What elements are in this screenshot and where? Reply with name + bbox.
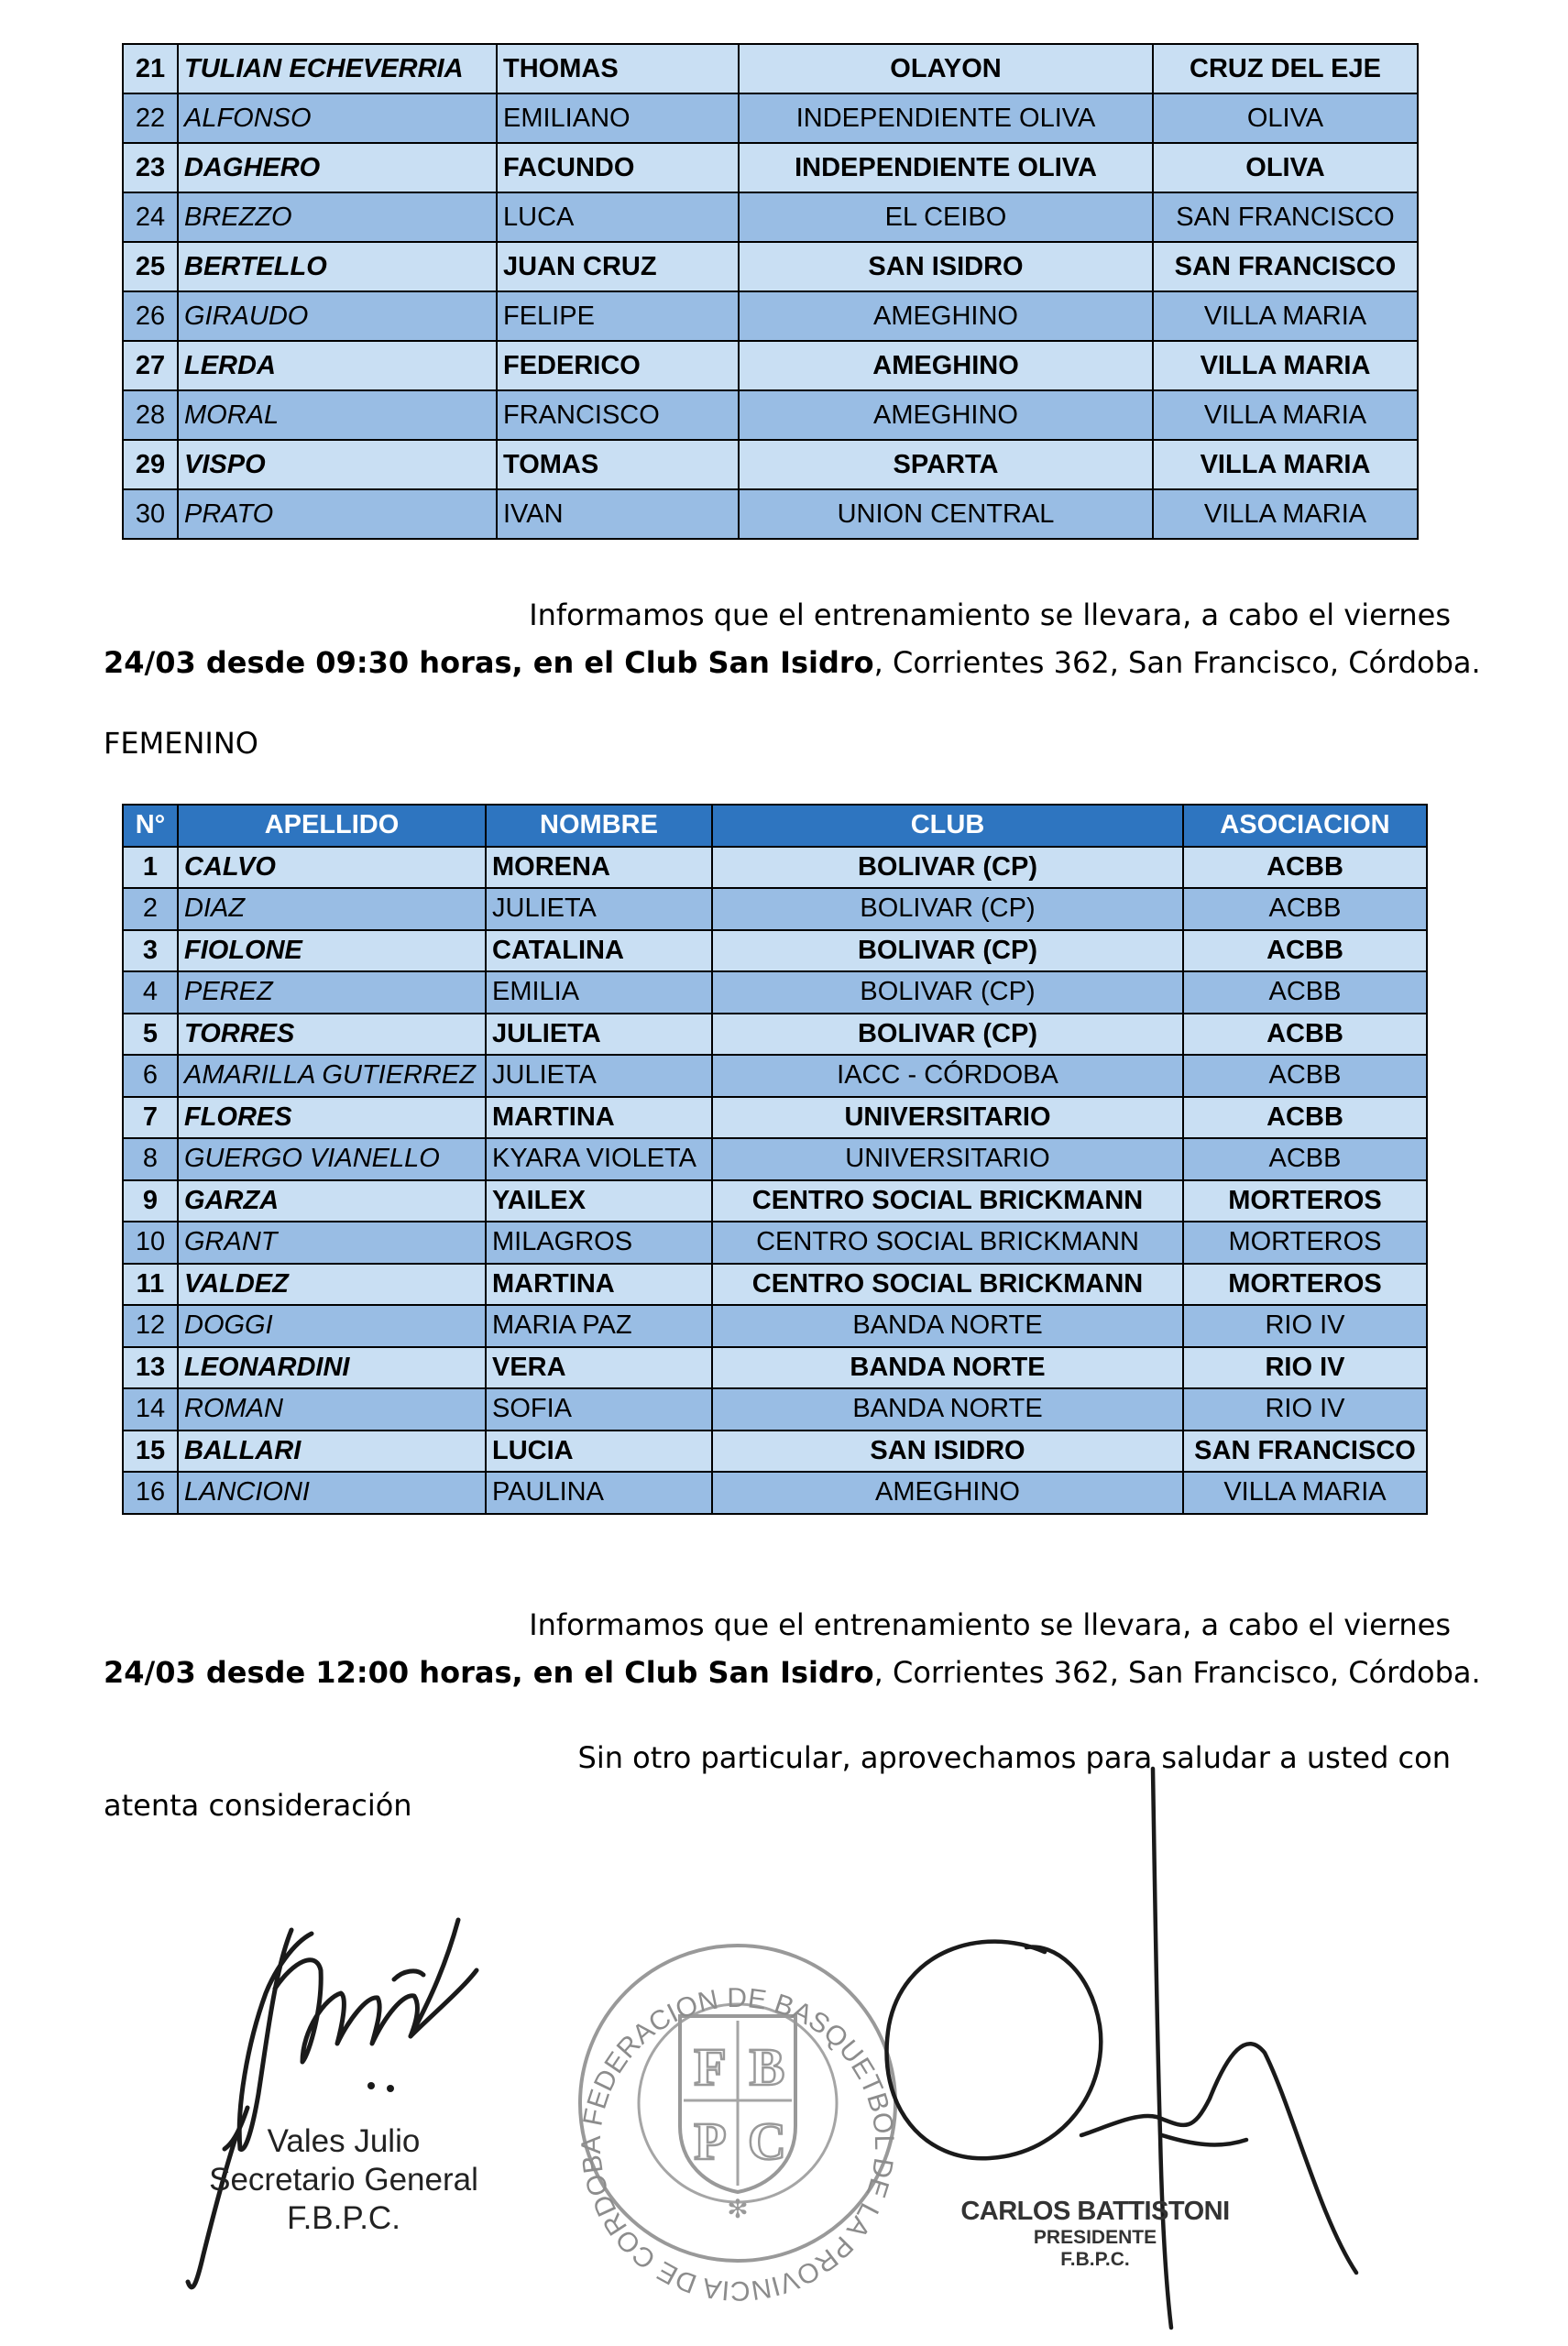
federation-stamp xyxy=(576,1946,899,2306)
cell-nombre: YAILEX xyxy=(486,1180,712,1222)
cell-asociacion: ACBB xyxy=(1183,930,1427,972)
cell-nombre: EMILIANO xyxy=(497,93,739,143)
cell-club: EL CEIBO xyxy=(739,192,1153,242)
cell-number: 6 xyxy=(123,1055,178,1097)
cell-number: 5 xyxy=(123,1014,178,1056)
cell-number: 15 xyxy=(123,1431,178,1473)
signatory-name: CARLOS BATTISTONI xyxy=(960,2197,1230,2226)
notice-address: , Corrientes 362, San Francisco, Córdoba. xyxy=(873,645,1481,680)
cell-asociacion: SAN FRANCISCO xyxy=(1153,242,1418,291)
cell-nombre: LUCIA xyxy=(486,1431,712,1473)
cell-asociacion: VILLA MARIA xyxy=(1183,1472,1427,1514)
cell-number: 3 xyxy=(123,930,178,972)
cell-club: AMEGHINO xyxy=(739,341,1153,390)
cell-asociacion: VILLA MARIA xyxy=(1153,341,1418,390)
signature-dot xyxy=(387,2085,394,2092)
cell-club: IACC - CÓRDOBA xyxy=(712,1055,1183,1097)
cell-apellido: VISPO xyxy=(178,440,497,489)
cell-asociacion: ACBB xyxy=(1183,888,1427,930)
stamp-letter: F xyxy=(694,2037,727,2097)
cell-nombre: LUCA xyxy=(497,192,739,242)
cell-nombre: FACUNDO xyxy=(497,143,739,192)
cell-apellido: LEONARDINI xyxy=(178,1347,486,1389)
cell-nombre: MILAGROS xyxy=(486,1222,712,1264)
cell-apellido: DIAZ xyxy=(178,888,486,930)
cell-apellido: PEREZ xyxy=(178,971,486,1014)
cell-club: SPARTA xyxy=(739,440,1153,489)
cell-club: OLAYON xyxy=(739,44,1153,93)
cell-club: BANDA NORTE xyxy=(712,1347,1183,1389)
signatory-title: Secretario General xyxy=(209,2162,478,2198)
cell-number: 23 xyxy=(123,143,178,192)
cell-number: 24 xyxy=(123,192,178,242)
cell-asociacion: CRUZ DEL EJE xyxy=(1153,44,1418,93)
cell-nombre: EMILIA xyxy=(486,971,712,1014)
header-club: CLUB xyxy=(712,805,1183,847)
cell-asociacion: VILLA MARIA xyxy=(1153,440,1418,489)
cell-asociacion: OLIVA xyxy=(1153,143,1418,192)
signature-right-caption xyxy=(953,2196,1237,2271)
cell-nombre: JULIETA xyxy=(486,888,712,930)
cell-asociacion: MORTEROS xyxy=(1183,1264,1427,1306)
header-apellido: APELLIDO xyxy=(178,805,486,847)
cell-apellido: TULIAN ECHEVERRIA xyxy=(178,44,497,93)
cell-asociacion: RIO IV xyxy=(1183,1347,1427,1389)
cell-club: CENTRO SOCIAL BRICKMANN xyxy=(712,1264,1183,1306)
cell-asociacion: MORTEROS xyxy=(1183,1222,1427,1264)
cell-club: BOLIVAR (CP) xyxy=(712,847,1183,889)
cell-club: UNIVERSITARIO xyxy=(712,1097,1183,1139)
cell-apellido: FIOLONE xyxy=(178,930,486,972)
cell-asociacion: SAN FRANCISCO xyxy=(1183,1431,1427,1473)
header-number: N° xyxy=(123,805,178,847)
stamp-letter: C xyxy=(748,2111,786,2171)
cell-asociacion: SAN FRANCISCO xyxy=(1153,192,1418,242)
cell-number: 10 xyxy=(123,1222,178,1264)
cell-asociacion: ACBB xyxy=(1183,1138,1427,1180)
section-label-femenino: FEMENINO xyxy=(104,726,258,761)
cell-apellido: GUERGO VIANELLO xyxy=(178,1138,486,1180)
cell-asociacion: ACBB xyxy=(1183,1097,1427,1139)
cell-asociacion: ACBB xyxy=(1183,1055,1427,1097)
cell-asociacion: VILLA MARIA xyxy=(1153,390,1418,440)
cell-apellido: ROMAN xyxy=(178,1388,486,1431)
cell-club: AMEGHINO xyxy=(712,1472,1183,1514)
cell-number: 4 xyxy=(123,971,178,1014)
cell-club: UNIVERSITARIO xyxy=(712,1138,1183,1180)
cell-asociacion: ACBB xyxy=(1183,971,1427,1014)
signatory-title: PRESIDENTE xyxy=(1033,2227,1157,2248)
cell-number: 7 xyxy=(123,1097,178,1139)
cell-apellido: LANCIONI xyxy=(178,1472,486,1514)
svg-text:✻: ✻ xyxy=(727,2194,749,2224)
cell-nombre: JULIETA xyxy=(486,1055,712,1097)
cell-number: 25 xyxy=(123,242,178,291)
signatory-name: Vales Julio xyxy=(267,2123,421,2159)
cell-apellido: CALVO xyxy=(178,847,486,889)
cell-apellido: GARZA xyxy=(178,1180,486,1222)
cell-apellido: GIRAUDO xyxy=(178,291,497,341)
header-asociacion: ASOCIACION xyxy=(1183,805,1427,847)
notice-address: , Corrientes 362, San Francisco, Córdoba. xyxy=(873,1655,1481,1690)
cell-club: BANDA NORTE xyxy=(712,1305,1183,1347)
stamp-letter: B xyxy=(749,2037,785,2097)
cell-nombre: SOFIA xyxy=(486,1388,712,1431)
signatory-org: F.B.P.C. xyxy=(1060,2249,1130,2270)
cell-asociacion: RIO IV xyxy=(1183,1305,1427,1347)
cell-asociacion: MORTEROS xyxy=(1183,1180,1427,1222)
cell-apellido: VALDEZ xyxy=(178,1264,486,1306)
cell-number: 9 xyxy=(123,1180,178,1222)
cell-number: 21 xyxy=(123,44,178,93)
cell-number: 14 xyxy=(123,1388,178,1431)
cell-apellido: PRATO xyxy=(178,489,497,539)
cell-apellido: TORRES xyxy=(178,1014,486,1056)
cell-club: CENTRO SOCIAL BRICKMANN xyxy=(712,1222,1183,1264)
cell-number: 13 xyxy=(123,1347,178,1389)
stamp-letter: P xyxy=(694,2111,727,2171)
cell-club: AMEGHINO xyxy=(739,390,1153,440)
notice-line: Informamos que el entrenamiento se llevara, a cabo el viernes xyxy=(529,597,1451,632)
closing-line: atenta consideración xyxy=(104,1788,412,1823)
cell-number: 16 xyxy=(123,1472,178,1514)
cell-nombre: MARIA PAZ xyxy=(486,1305,712,1347)
cell-apellido: ALFONSO xyxy=(178,93,497,143)
cell-club: INDEPENDIENTE OLIVA xyxy=(739,143,1153,192)
cell-club: CENTRO SOCIAL BRICKMANN xyxy=(712,1180,1183,1222)
cell-nombre: TOMAS xyxy=(497,440,739,489)
cell-nombre: THOMAS xyxy=(497,44,739,93)
cell-club: BOLIVAR (CP) xyxy=(712,971,1183,1014)
cell-asociacion: VILLA MARIA xyxy=(1153,291,1418,341)
cell-nombre: PAULINA xyxy=(486,1472,712,1514)
cell-nombre: IVAN xyxy=(497,489,739,539)
notice-date-time: 24/03 desde 12:00 horas, en el Club San Isidro xyxy=(104,1655,874,1690)
cell-apellido: BERTELLO xyxy=(178,242,497,291)
cell-club: SAN ISIDRO xyxy=(739,242,1153,291)
cell-number: 11 xyxy=(123,1264,178,1306)
cell-nombre: FEDERICO xyxy=(497,341,739,390)
cell-apellido: FLORES xyxy=(178,1097,486,1139)
cell-apellido: DAGHERO xyxy=(178,143,497,192)
cell-nombre: KYARA VIOLETA xyxy=(486,1138,712,1180)
cell-number: 12 xyxy=(123,1305,178,1347)
cell-number: 1 xyxy=(123,847,178,889)
cell-number: 2 xyxy=(123,888,178,930)
cell-club: BOLIVAR (CP) xyxy=(712,888,1183,930)
cell-nombre: JULIETA xyxy=(486,1014,712,1056)
signature-left-caption xyxy=(179,2122,509,2238)
cell-nombre: MORENA xyxy=(486,847,712,889)
cell-apellido: AMARILLA GUTIERREZ xyxy=(178,1055,486,1097)
cell-nombre: FRANCISCO xyxy=(497,390,739,440)
cell-number: 28 xyxy=(123,390,178,440)
cell-apellido: BREZZO xyxy=(178,192,497,242)
cell-asociacion: ACBB xyxy=(1183,1014,1427,1056)
cell-nombre: MARTINA xyxy=(486,1264,712,1306)
cell-apellido: GRANT xyxy=(178,1222,486,1264)
cell-asociacion: RIO IV xyxy=(1183,1388,1427,1431)
cell-number: 8 xyxy=(123,1138,178,1180)
cell-number: 29 xyxy=(123,440,178,489)
cell-number: 27 xyxy=(123,341,178,390)
closing-line: Sin otro particular, aprovechamos para saludar a usted con xyxy=(577,1740,1451,1775)
cell-number: 22 xyxy=(123,93,178,143)
cell-club: AMEGHINO xyxy=(739,291,1153,341)
cell-club: BOLIVAR (CP) xyxy=(712,1014,1183,1056)
notice-line: Informamos que el entrenamiento se llevara, a cabo el viernes xyxy=(529,1607,1451,1642)
cell-club: INDEPENDIENTE OLIVA xyxy=(739,93,1153,143)
cell-apellido: BALLARI xyxy=(178,1431,486,1473)
cell-club: UNION CENTRAL xyxy=(739,489,1153,539)
cell-nombre: VERA xyxy=(486,1347,712,1389)
signatory-org: F.B.P.C. xyxy=(287,2200,400,2236)
cell-nombre: JUAN CRUZ xyxy=(497,242,739,291)
header-nombre: NOMBRE xyxy=(486,805,712,847)
cell-number: 26 xyxy=(123,291,178,341)
cell-club: SAN ISIDRO xyxy=(712,1431,1183,1473)
cell-asociacion: OLIVA xyxy=(1153,93,1418,143)
signature-dot xyxy=(367,2082,375,2089)
cell-asociacion: VILLA MARIA xyxy=(1153,489,1418,539)
cell-club: BOLIVAR (CP) xyxy=(712,930,1183,972)
cell-apellido: MORAL xyxy=(178,390,497,440)
cell-nombre: CATALINA xyxy=(486,930,712,972)
stamp-ring-text-path: FEDERACION DE BASQUETBOL DE LA PROVINCIA DE CORDOBA xyxy=(576,1982,900,2307)
cell-club: BANDA NORTE xyxy=(712,1388,1183,1431)
cell-apellido: DOGGI xyxy=(178,1305,486,1347)
cell-number: 30 xyxy=(123,489,178,539)
cell-apellido: LERDA xyxy=(178,341,497,390)
notice-date-time: 24/03 desde 09:30 horas, en el Club San Isidro xyxy=(104,645,874,680)
cell-nombre: FELIPE xyxy=(497,291,739,341)
cell-asociacion: ACBB xyxy=(1183,847,1427,889)
cell-nombre: MARTINA xyxy=(486,1097,712,1139)
